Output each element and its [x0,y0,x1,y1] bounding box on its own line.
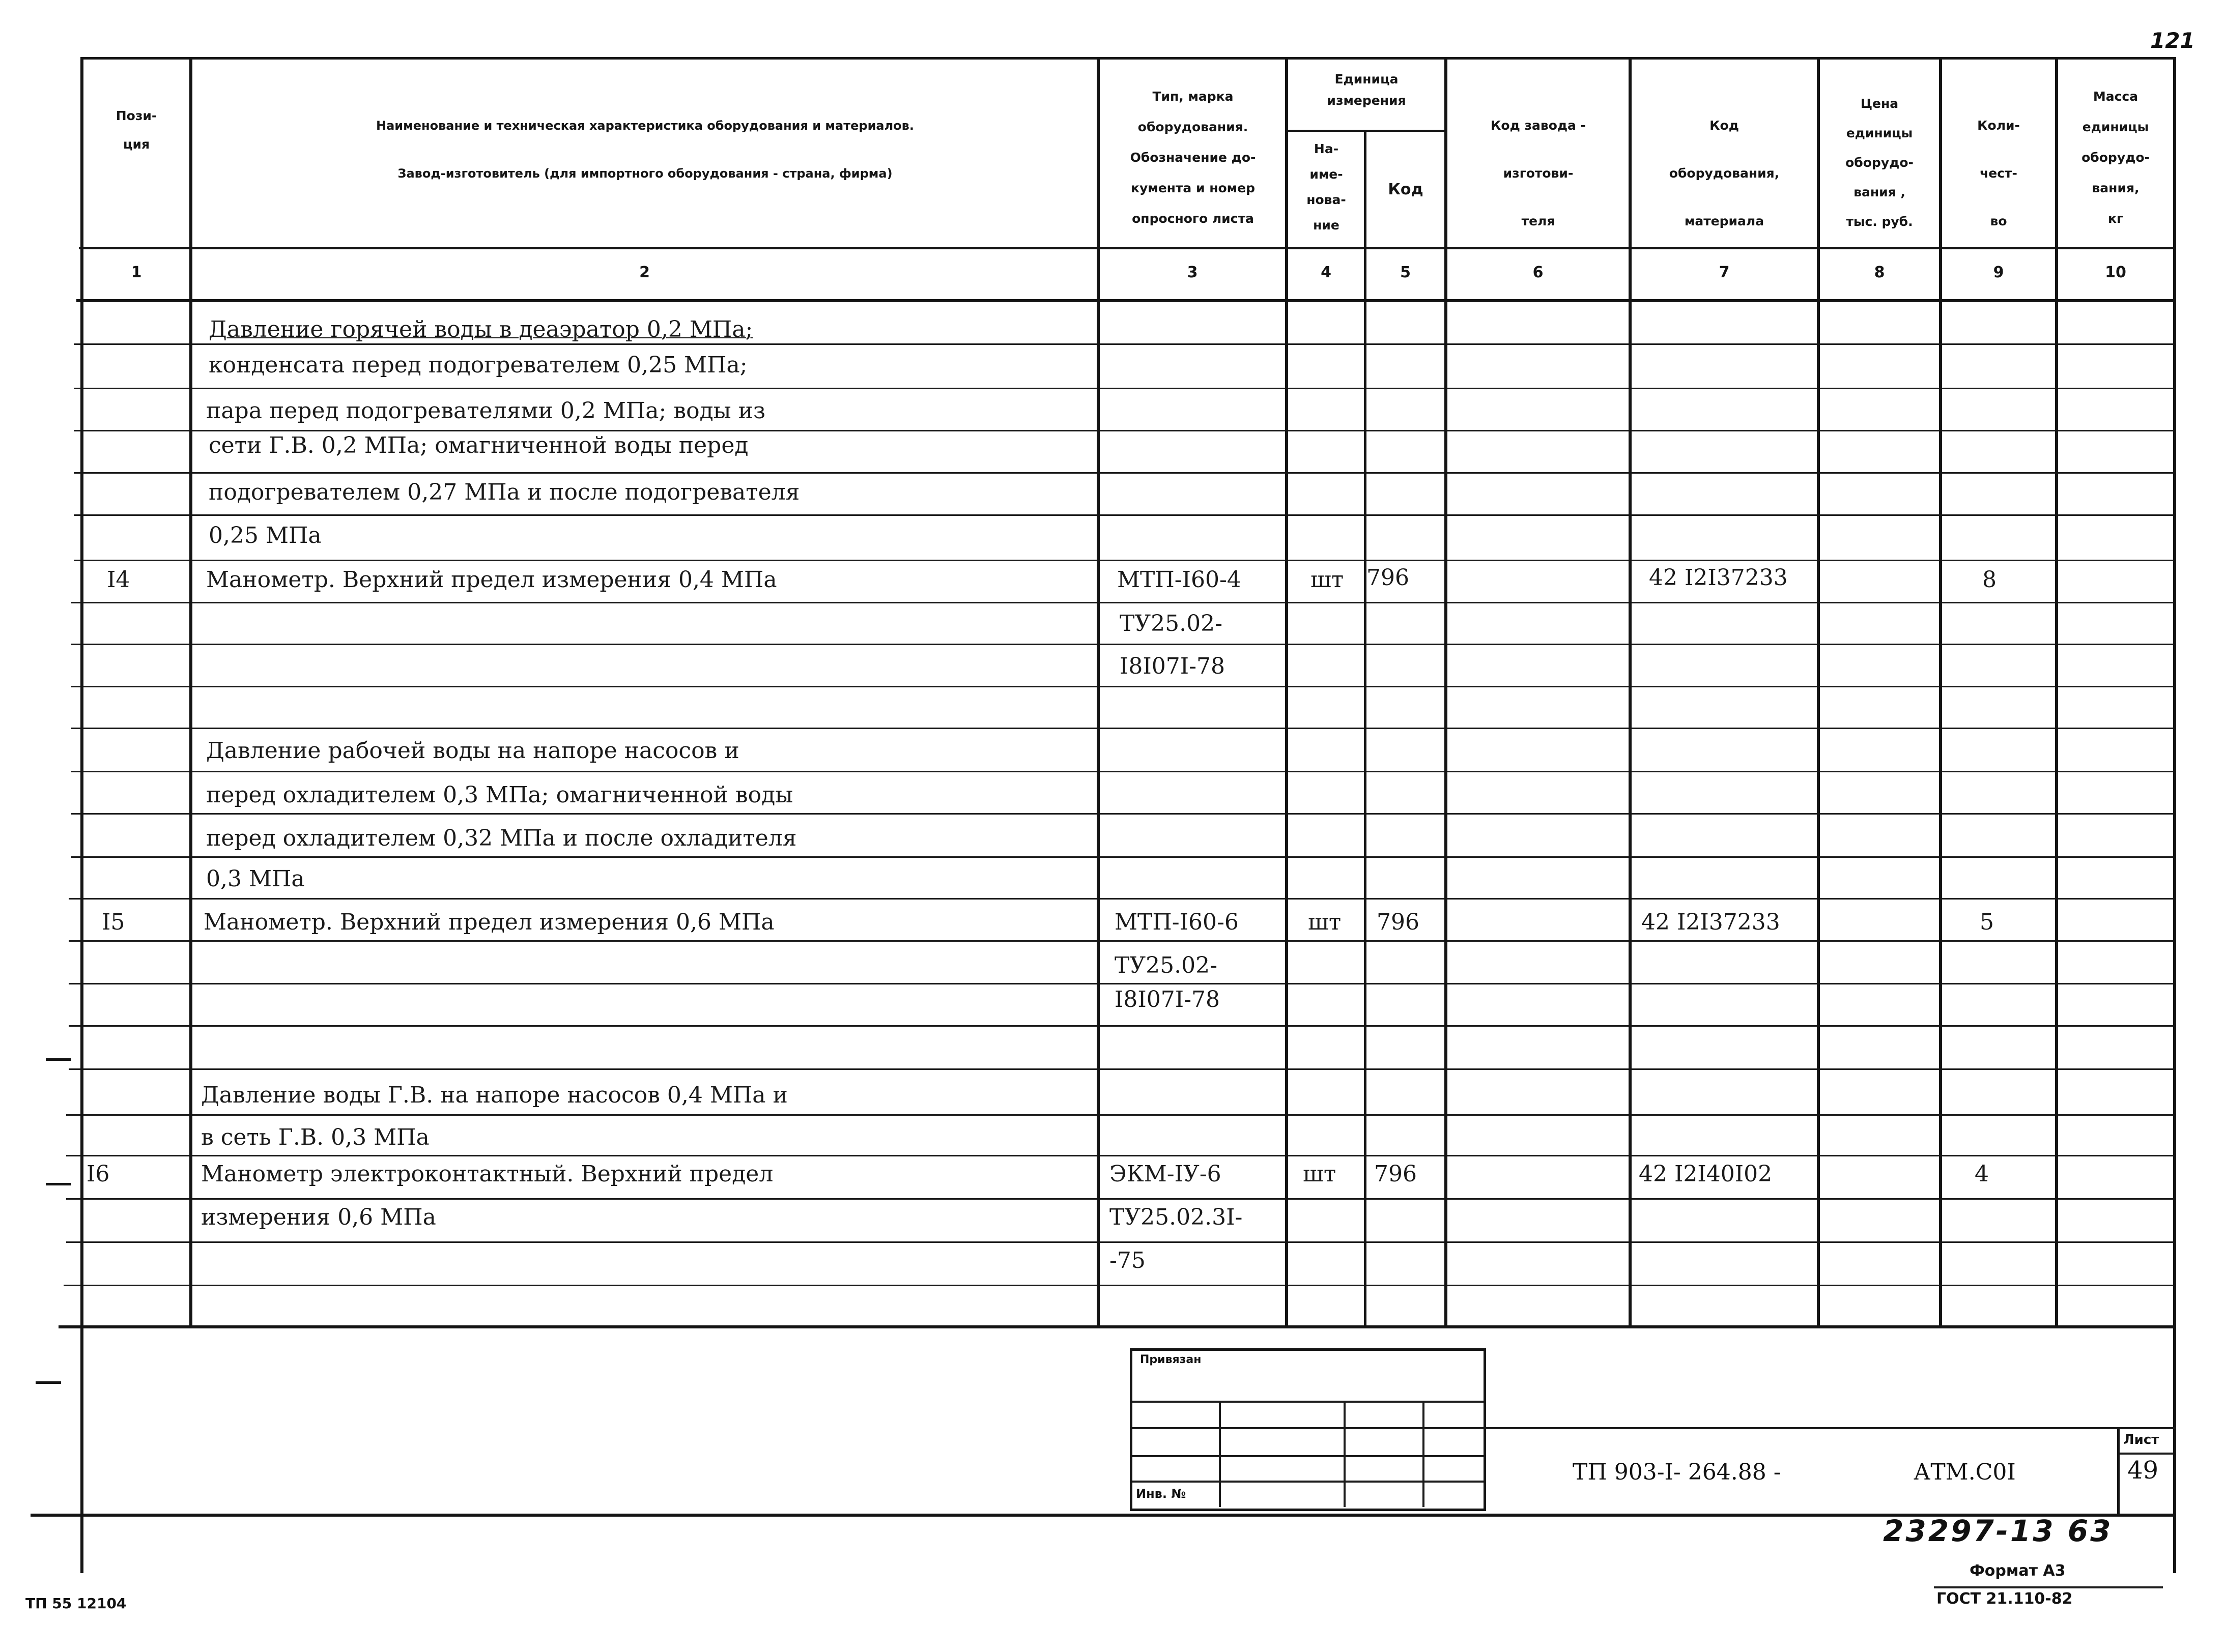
item-unit: шт [1310,567,1344,593]
sheet-number: 49 [2127,1456,2159,1485]
description-line: в сеть Г.В. 0,3 МПа [201,1124,430,1150]
row-position: I5 [102,909,125,935]
header-plant-code: Код завода - изготови- теля [1490,118,1586,228]
corner-mark: 121 [2150,28,2195,53]
item-unit-code: 796 [1377,909,1419,935]
col-number: 3 [1187,264,1198,281]
row-position: I4 [107,567,130,593]
description-line: конденсата перед подогревателем 0,25 МПа; [209,352,748,378]
description-line: подогревателем 0,27 МПа и после подогревателя [209,479,800,505]
header-quantity: Коли- чест- во [1977,118,2020,228]
registration-number: 23297-13 63 [1883,1514,2113,1548]
description-line: 0,3 МПа [206,866,305,892]
gost-reference: ГОСТ 21.110-82 [1936,1590,2073,1608]
item-name: Манометр. Верхний предел измерения 0,6 МПа [204,909,775,935]
description-line: Давление воды Г.В. на напоре насосов 0,4 МПа и [201,1082,788,1108]
header-position: Пози- ция [116,108,157,152]
col-number: 1 [131,264,142,281]
description-line: Давление горячей воды в деаэратор 0,2 МПа; [209,316,753,342]
col-number: 6 [1532,264,1544,281]
item-unit: шт [1303,1161,1336,1187]
item-type: ТУ25.02- [1115,952,1217,978]
col-number: 4 [1321,264,1331,281]
col-number: 8 [1874,264,1885,281]
description-line: Давление рабочей воды на напоре насосов и [206,738,739,764]
header-price: Цена единицы оборудо- вания , тыс. руб. [1845,96,1914,229]
item-equipment-code: 42 I2I37233 [1649,565,1788,591]
item-equipment-code: 42 I2I37233 [1641,909,1780,935]
col-number: 10 [2105,264,2126,281]
item-unit: шт [1308,909,1342,935]
item-name: измерения 0,6 МПа [201,1204,436,1230]
item-quantity: 5 [1980,909,1994,935]
item-unit-code: 796 [1366,565,1409,591]
item-quantity: 4 [1975,1161,1989,1187]
item-type: МТП-I60-6 [1115,909,1239,935]
description-line: 0,25 МПа [209,523,322,548]
header-unit: Единица измерения [1327,72,1406,108]
attached-label: Привязан [1140,1353,1202,1366]
item-type: ЭКМ-IУ-6 [1109,1161,1221,1187]
sheet-label: Лист [2123,1432,2159,1447]
description-line: перед охладителем 0,3 МПа; омагниченной воды [206,782,793,808]
col-number: 5 [1400,264,1411,281]
description-line: перед охладителем 0,32 МПа и после охладителя [206,825,797,851]
header-name: Наименование и техническая характеристика оборудования и материалов. Завод-изготовитель (для импортного оборудования - страна, фирма) [376,119,914,181]
description-line: пара перед подогревателями 0,2 МПа; воды из [206,398,765,424]
item-type: -75 [1109,1248,1146,1273]
header-unit-code: Код [1388,181,1423,198]
item-quantity: 8 [1982,567,1997,593]
header-equipment-code: Код оборудования, материала [1669,118,1780,228]
inventory-number-label: Инв. № [1136,1487,1186,1501]
item-type: ТУ25.02- [1120,611,1222,636]
header-unit-name: На- име- нова- ние [1306,141,1346,233]
document-code: ТП 903-I- 264.88 - [1573,1459,1781,1485]
item-type: МТП-I60-4 [1117,567,1241,593]
item-type: I8I07I-78 [1120,653,1225,679]
description-line: сети Г.В. 0,2 МПа; омагниченной воды перед [209,432,749,458]
item-unit-code: 796 [1374,1161,1417,1187]
item-name: Манометр электроконтактный. Верхний предел [201,1161,774,1187]
item-name: Манометр. Верхний предел измерения 0,4 МПа [206,567,777,593]
item-equipment-code: 42 I2I40I02 [1639,1161,1773,1187]
format-label: Формат А3 [1970,1562,2066,1580]
col-number: 7 [1719,264,1730,281]
bottom-left-code: ТП 55 12104 [25,1595,127,1612]
item-type: I8I07I-78 [1115,987,1220,1012]
document-suffix: АТМ.С0I [1914,1459,2016,1485]
col-number: 9 [1993,264,2004,281]
col-number: 2 [639,264,650,281]
item-type: ТУ25.02.3I- [1109,1204,1243,1230]
header-mass: Масса единицы оборудо- вания, кг [2082,89,2150,226]
header-type: Тип, марка оборудования. Обозначение до- кумента и номер опросного листа [1130,89,1256,226]
row-position: I6 [87,1161,110,1187]
